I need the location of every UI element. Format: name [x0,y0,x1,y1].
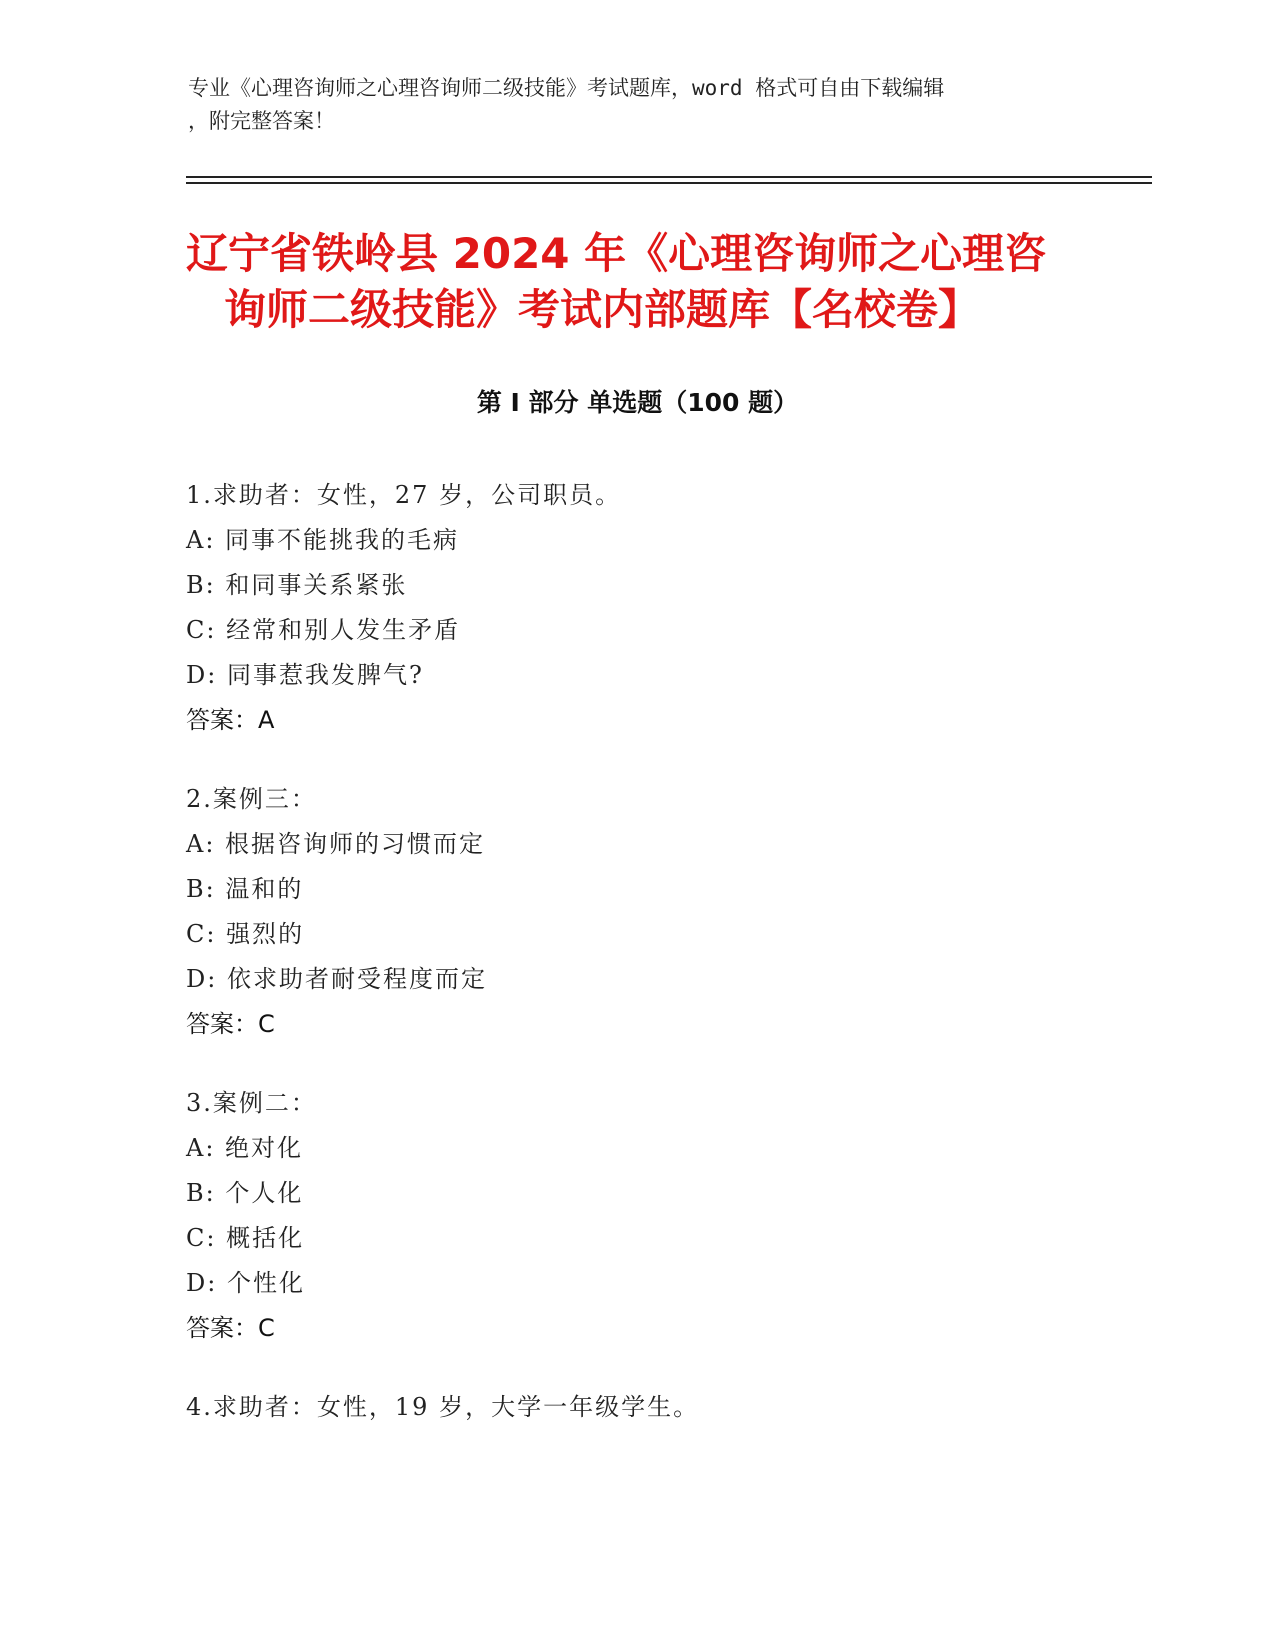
question-stem: 2.案例三： [186,785,317,813]
option-c: C: 概括化 [186,1224,305,1252]
option-a: A: 绝对化 [186,1134,304,1162]
section-heading: 第 I 部分 单选题（100 题） [476,388,799,417]
option-d: D: 个性化 [186,1269,305,1297]
header-note-line-2: ，附完整答案！ [188,109,335,133]
option-b: B: 温和的 [186,875,304,903]
option-a: A: 同事不能挑我的毛病 [186,526,460,554]
question-2 [186,777,1086,1047]
option-d: D: 依求助者耐受程度而定 [186,965,487,993]
option-c: C: 强烈的 [186,920,305,948]
question-stem: 4.求助者：女性，19 岁，大学一年级学生。 [186,1393,700,1421]
option-d: D: 同事惹我发脾气? [186,661,424,689]
question-4 [186,1385,1086,1430]
answer-line: 答案：C [186,1314,275,1342]
question-list [186,473,1086,1464]
header-divider-top [186,176,1152,178]
question-1 [186,473,1086,743]
answer-line: 答案：C [186,1010,275,1038]
question-stem: 3.案例二： [186,1089,317,1117]
document-title-line-1: 辽宁省铁岭县 2024 年《心理咨询师之心理咨 [186,229,1047,278]
question-stem: 1.求助者：女性，27 岁，公司职员。 [186,481,622,509]
header-note-line-1: 专业《心理咨询师之心理咨询师二级技能》考试题库，word 格式可自由下载编辑 [188,76,945,100]
option-b: B: 和同事关系紧张 [186,571,408,599]
header-note [188,72,1088,138]
option-a: A: 根据咨询师的习惯而定 [186,830,486,858]
header-divider-bottom [186,182,1152,184]
answer-line: 答案：A [186,706,275,734]
document-title-line-2: 询师二级技能》考试内部题库【名校卷】 [224,285,981,334]
option-b: B: 个人化 [186,1179,304,1207]
question-3 [186,1081,1086,1351]
option-c: C: 经常和别人发生矛盾 [186,616,461,644]
document-title [186,226,1086,338]
